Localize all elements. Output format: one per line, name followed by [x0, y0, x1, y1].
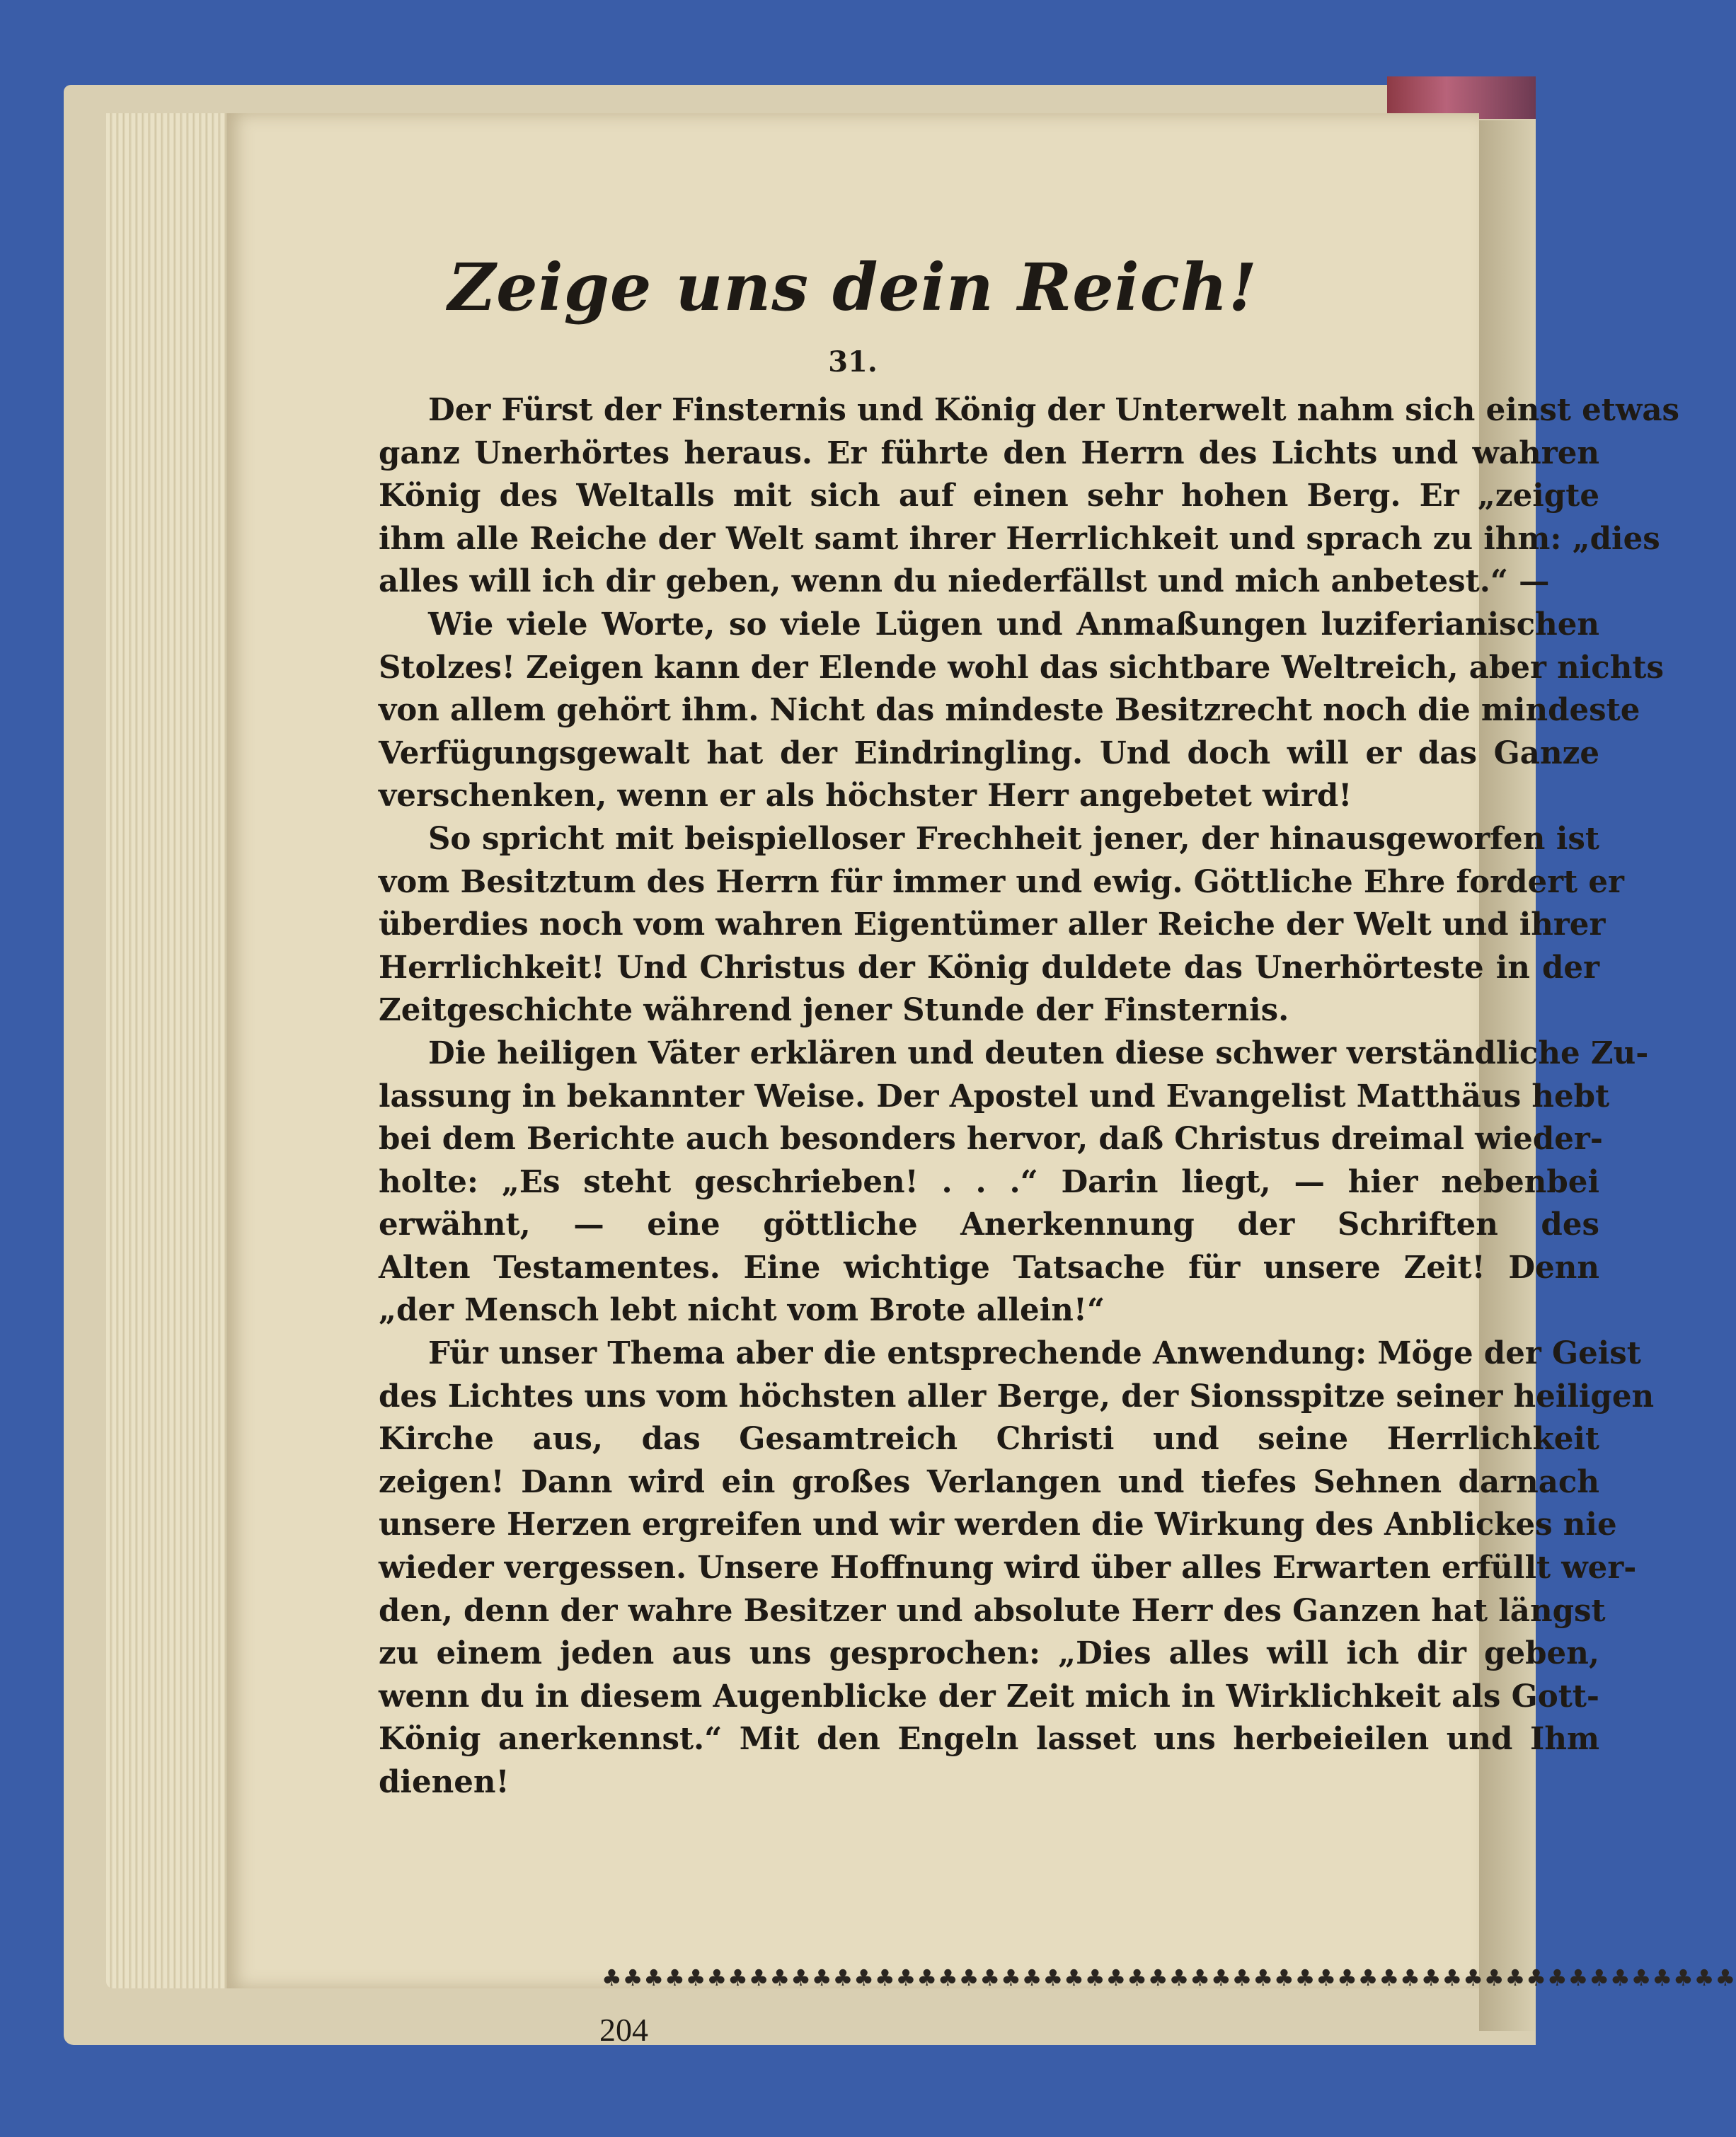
text-line: Herrlichkeit! Und Christus der König duldete das Unerhörteste in der	[379, 949, 1599, 986]
page-number: 204	[599, 2012, 648, 2048]
text-line: alles will ich dir geben, wenn du niederfällst und mich anbetest.“ —	[379, 563, 1550, 600]
text-line: „der Mensch lebt nicht vom Brote allein!“	[379, 1292, 1105, 1329]
text-line: verschenken, wenn er als höchster Herr angebetet wird!	[379, 778, 1352, 814]
text-line: vom Besitztum des Herrn für immer und ewig. Göttliche Ehre fordert er	[379, 863, 1624, 900]
text-line: Die heiligen Väter erklären und deuten diese schwer verständliche Zu-	[428, 1035, 1649, 1071]
text-line: erwähnt, — eine göttliche Anerkennung der Schriften des	[379, 1206, 1599, 1243]
text-line: Zeitgeschichte während jener Stunde der Finsternis.	[379, 992, 1289, 1029]
text-line: Stolzes! Zeigen kann der Elende wohl das sichtbare Weltreich, aber nichts	[379, 649, 1664, 686]
text-line: überdies noch vom wahren Eigentümer aller Reiche der Welt und ihrer	[379, 906, 1606, 943]
ornament-divider: ♣♣♣♣♣♣♣♣♣♣♣♣♣♣♣♣♣♣♣♣♣♣♣♣♣♣♣♣♣♣♣♣♣♣♣♣♣♣♣♣♣♣♣♣♣♣♣♣♣♣♣♣♣♣	[602, 1964, 1736, 1991]
text-line: bei dem Berichte auch besonders hervor, daß Christus dreimal wieder-	[379, 1121, 1603, 1158]
text-line: König des Weltalls mit sich auf einen sehr hohen Berg. Er „zeigte	[379, 478, 1599, 514]
text-line: Wie viele Worte, so viele Lügen und Anmaßungen luziferianischen	[428, 606, 1599, 643]
text-line: Für unser Thema aber die entsprechende Anwendung: Möge der Geist	[428, 1335, 1641, 1372]
text-line: des Lichtes uns vom höchsten aller Berge, der Sionsspitze seiner heiligen	[379, 1378, 1655, 1415]
text-line: Alten Testamentes. Eine wichtige Tatsache für unsere Zeit! Denn	[379, 1249, 1599, 1286]
chapter-number: 31.	[828, 345, 878, 379]
page-stack	[106, 113, 234, 1988]
text-line: zu einem jeden aus uns gesprochen: „Dies alles will ich dir geben,	[379, 1635, 1599, 1672]
text-line: lassung in bekannter Weise. Der Apostel und Evangelist Matthäus hebt	[379, 1078, 1610, 1114]
book-page	[226, 113, 1736, 2048]
text-line: zeigen! Dann wird ein großes Verlangen und tiefes Sehnen darnach	[379, 1463, 1599, 1500]
body-text	[379, 389, 1680, 1804]
text-line: Der Fürst der Finsternis und König der Unterwelt nahm sich einst etwas	[428, 392, 1680, 428]
text-line: holte: „Es steht geschrieben! . . .“ Darin liegt, — hier nebenbei	[379, 1163, 1599, 1200]
text-line: ganz Unerhörtes heraus. Er führte den Herrn des Lichts und wahren	[379, 434, 1599, 471]
text-line: Kirche aus, das Gesamtreich Christi und seine Herrlichkeit	[379, 1421, 1599, 1458]
text-line: So spricht mit beispielloser Frechheit jener, der hinausgeworfen ist	[428, 820, 1599, 857]
page-title: Zeige uns dein Reich!	[447, 249, 1258, 326]
text-line: von allem gehört ihm. Nicht das mindeste Besitzrecht noch die mindeste	[379, 692, 1640, 729]
book-edge	[1387, 76, 1536, 119]
text-line: den, denn der wahre Besitzer und absolute Herr des Ganzen hat längst	[379, 1592, 1606, 1629]
text-line: wenn du in diesem Augenblicke der Zeit mich in Wirklichkeit als Gott-	[379, 1678, 1599, 1715]
text-line: ihm alle Reiche der Welt samt ihrer Herrlichkeit und sprach zu ihm: „dies	[379, 520, 1660, 557]
text-line: Verfügungsgewalt hat der Eindringling. Und doch will er das Ganze	[379, 735, 1599, 771]
text-line: unsere Herzen ergreifen und wir werden die Wirkung des Anblickes nie	[379, 1507, 1617, 1543]
text-line: wieder vergessen. Unsere Hoffnung wird über alles Erwarten erfüllt wer-	[379, 1550, 1637, 1586]
text-line: dienen!	[379, 1764, 510, 1800]
text-line: König anerkennst.“ Mit den Engeln lasset uns herbeieilen und Ihm	[379, 1721, 1599, 1758]
